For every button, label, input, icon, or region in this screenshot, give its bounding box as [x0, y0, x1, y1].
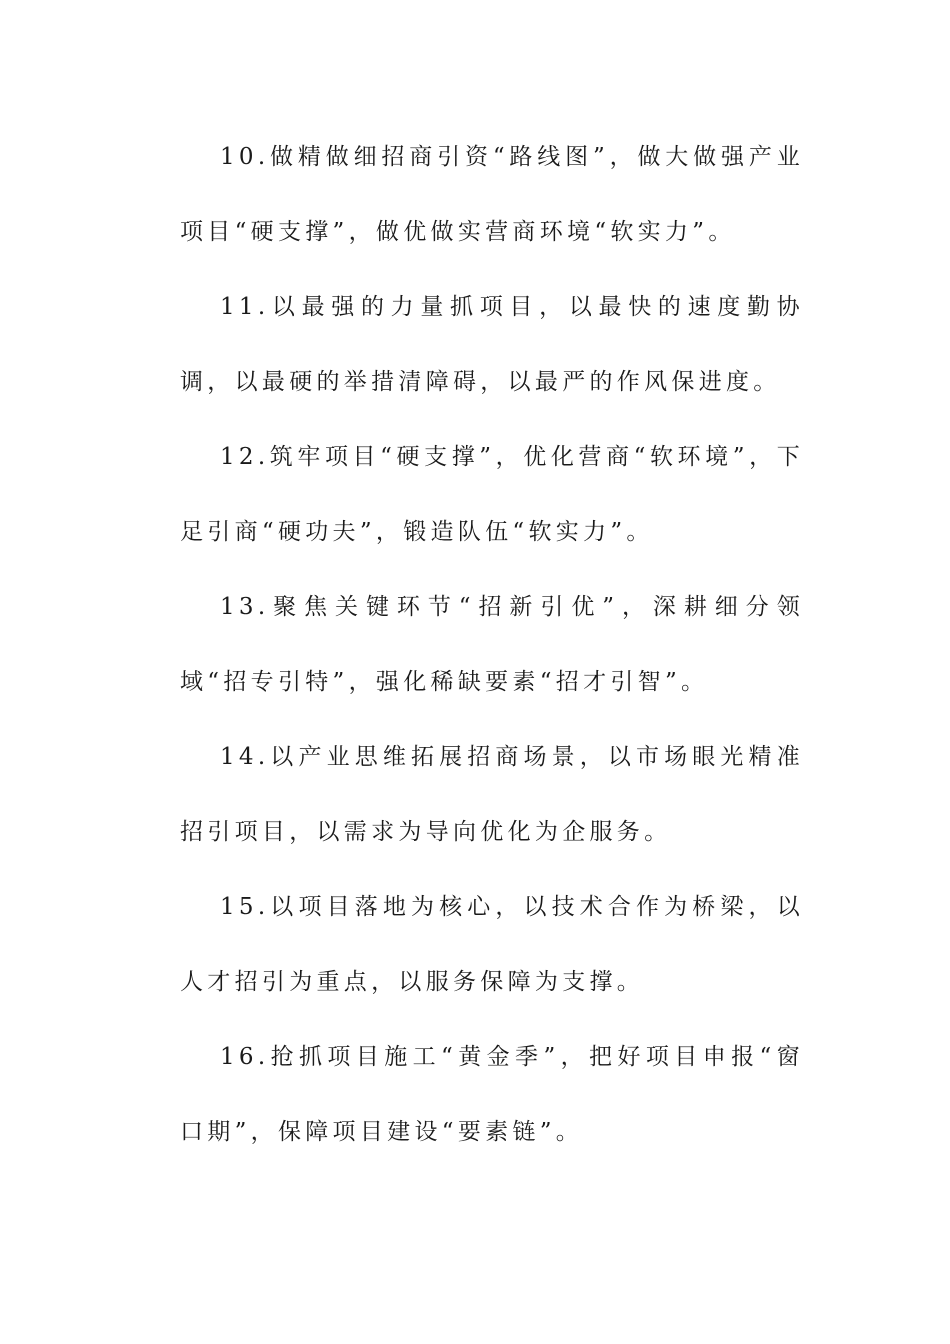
- paragraph-11: 11.以最强的力量抓项目，以最快的速度勤协调，以最硬的举措清障碍，以最严的作风保进度。: [180, 294, 804, 395]
- paragraph-16: 16.抢抓项目施工“黄金季”，把好项目申报“窗口期”，保障项目建设“要素链”。: [180, 1044, 804, 1145]
- document-body: [180, 120, 804, 1170]
- paragraph-13: 13.聚焦关键环节“招新引优”，深耕细分领域“招专引特”，强化稀缺要素“招才引智”。: [180, 594, 804, 695]
- paragraph-14: 14.以产业思维拓展招商场景，以市场眼光精准招引项目，以需求为导向优化为企服务。: [180, 744, 804, 845]
- paragraph-12: 12.筑牢项目“硬支撑”，优化营商“软环境”，下足引商“硬功夫”，锻造队伍“软实力”。: [180, 444, 804, 545]
- paragraph-10: 10.做精做细招商引资“路线图”，做大做强产业项目“硬支撑”，做优做实营商环境“软实力”。: [180, 144, 804, 245]
- paragraph-15: 15.以项目落地为核心，以技术合作为桥梁，以人才招引为重点，以服务保障为支撑。: [180, 894, 804, 995]
